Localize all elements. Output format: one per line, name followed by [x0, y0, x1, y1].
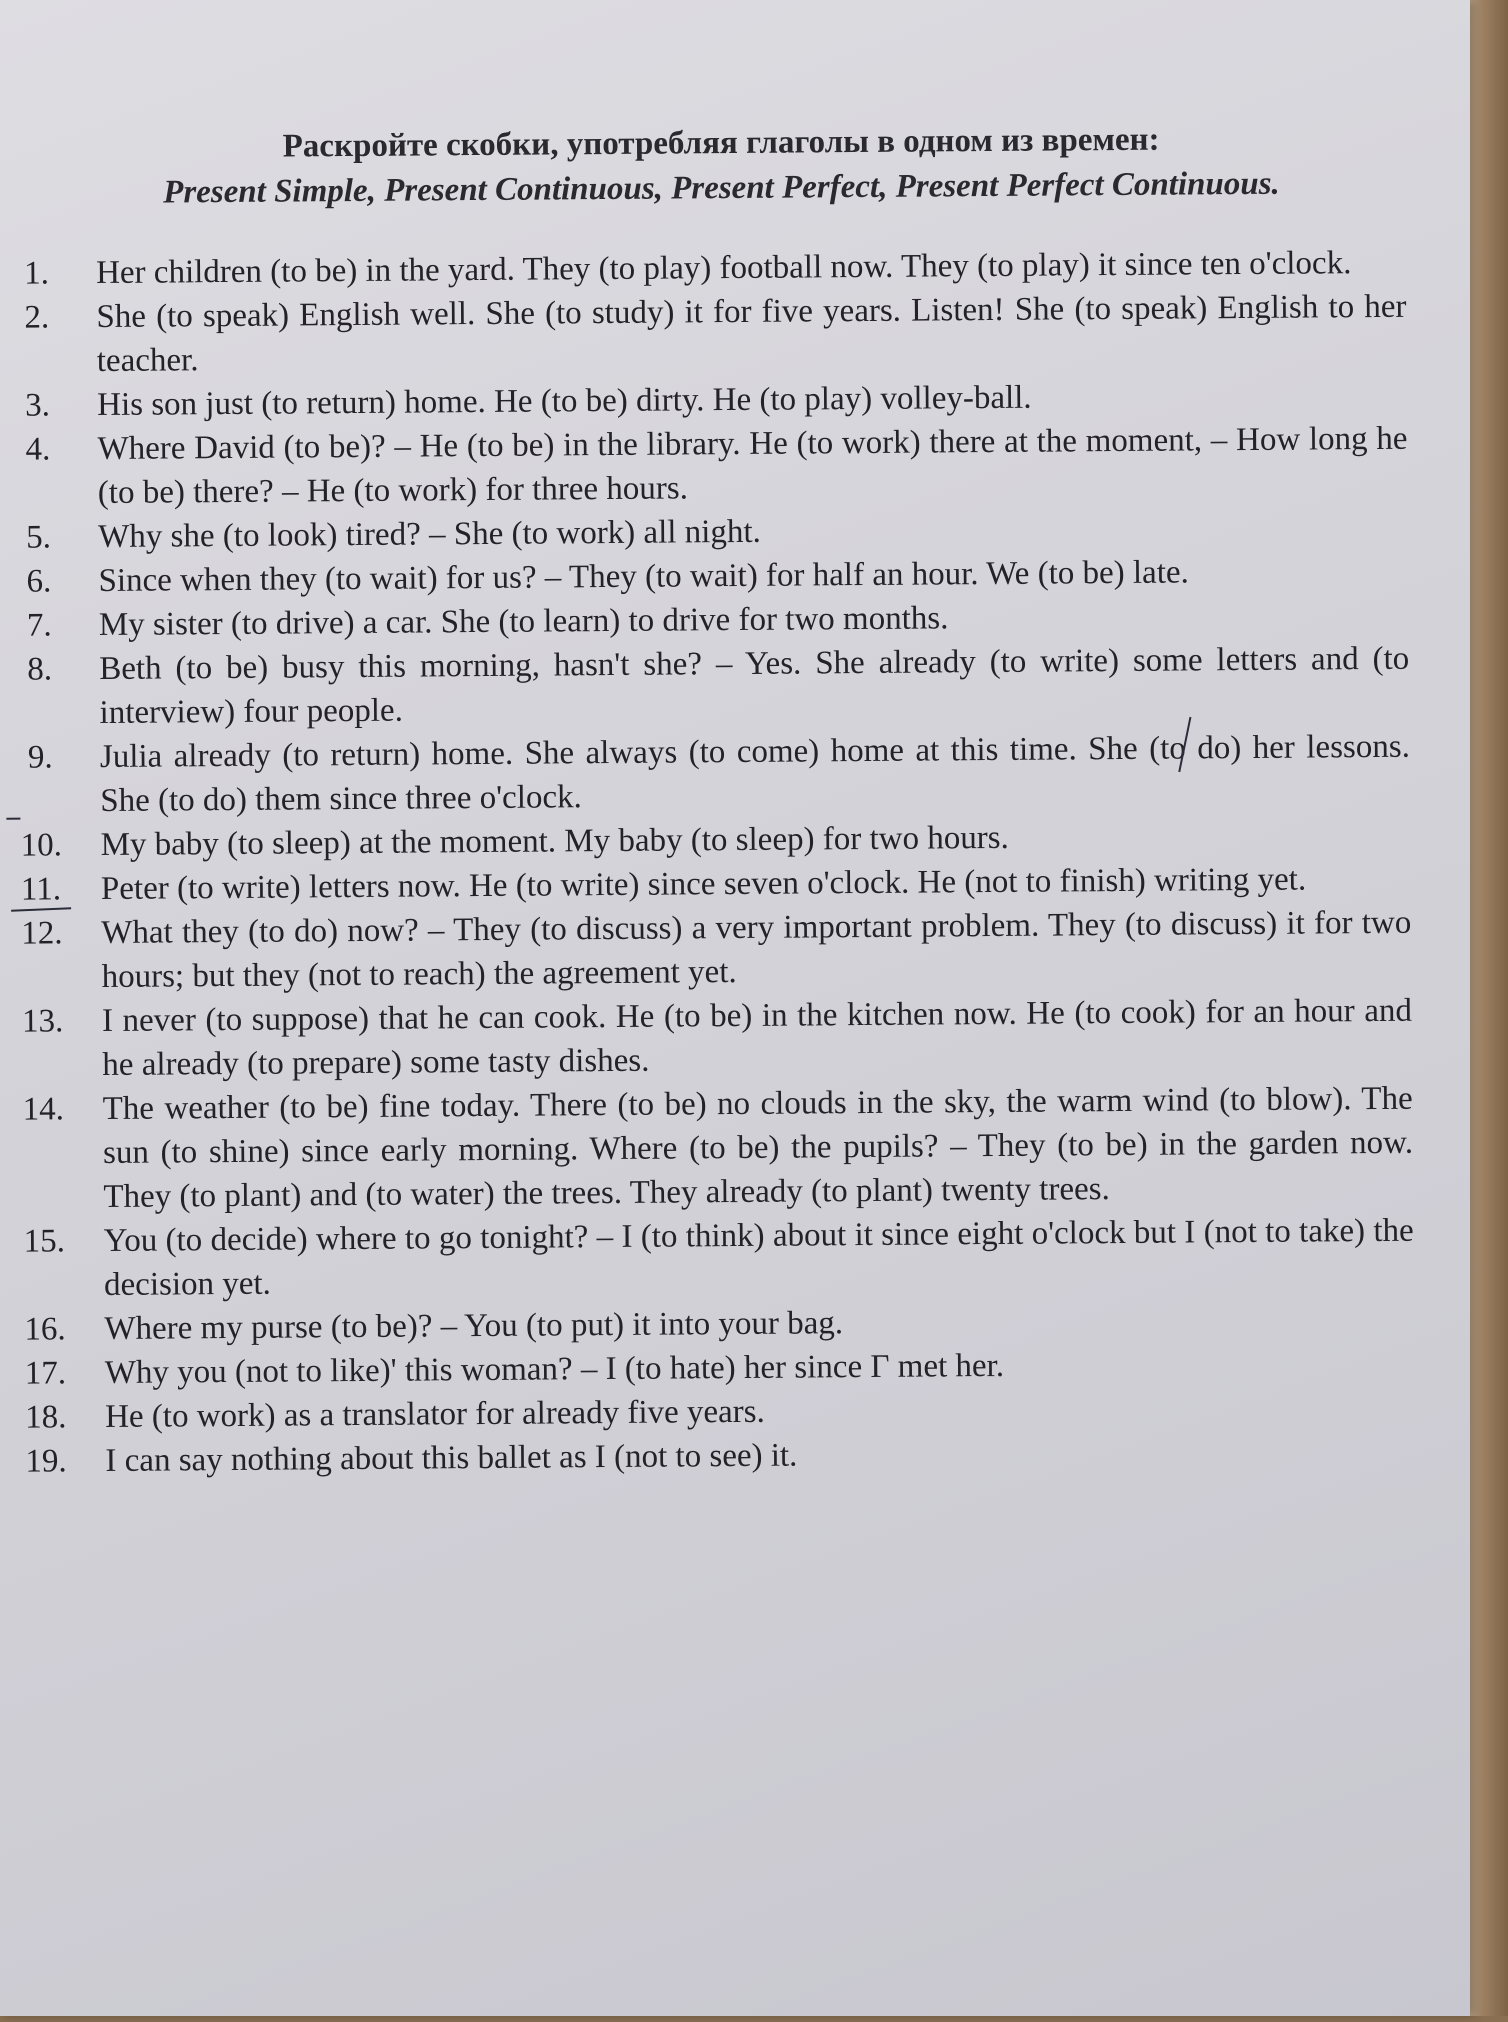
exercise-number: 16. — [24, 1311, 66, 1348]
exercise-number: 18. — [24, 1399, 67, 1436]
exercise-item — [16, 285, 1407, 384]
exercise-number: 11. — [20, 871, 62, 908]
exercise-number: 15. — [23, 1223, 66, 1260]
exercise-number: 13. — [21, 1003, 64, 1040]
exercise-number: 12. — [21, 915, 63, 952]
exercise-number: 8. — [27, 651, 53, 688]
exercise-text: I can say nothing about this ballet as I (not to see) it. — [105, 1437, 798, 1479]
exercise-list — [16, 241, 1416, 1484]
exercise-item — [19, 637, 1410, 736]
exercise-number: 17. — [24, 1355, 67, 1392]
exercise-text: My baby (to sleep) at the moment. My baby (to sleep) for two hours. — [100, 819, 1009, 864]
exercise-text: Where my purse (to be)? – You (to put) it into your bag. — [104, 1305, 844, 1347]
exercise-number: 1. — [23, 255, 50, 292]
exercise-number: 5. — [26, 519, 52, 556]
exercise-text: The weather (to be) fine today. There (to be) no clouds in the sky, the warm wind (to blow). The sun (to shine) since early morning. Where (to be) the pupils? – They (to be) in the garden now. They (to plant) and (to water) the trees. They already (to plant) twenty trees. — [102, 1080, 1414, 1215]
exercise-text: You (to decide) where to go tonight? – I (to think) about it since eight o'clock but I (not to take) the decision yet. — [103, 1212, 1414, 1303]
exercise-text: He (to work) as a translator for already five years. — [104, 1393, 765, 1435]
exercise-number: 2. — [24, 299, 50, 336]
exercise-item — [24, 1209, 1415, 1308]
exercise-text: His son just (to return) home. He (to be) dirty. He (to play) volley-ball. — [97, 379, 1032, 424]
exercise-item — [20, 725, 1411, 824]
exercise-number: 7. — [26, 607, 52, 644]
exercise-text: She (to speak) English well. She (to study) it for five years. Listen! She (to speak) English to her teacher. — [96, 288, 1407, 380]
exercise-text: Beth (to be) busy this morning, hasn't she? – Yes. She already (to write) some letters and (to interview) four people. — [99, 640, 1410, 732]
exercise-number: 4. — [25, 431, 51, 468]
pen-tick-mark — [6, 818, 20, 820]
exercise-text: I never (to suppose) that he can cook. He (to be) in the kitchen now. He (to cook) for an hour and he already (to prepare) some tasty dishes. — [101, 992, 1413, 1084]
exercise-text: Where David (to be)? – He (to be) in the library. He (to work) there at the moment, – How long he (to be) there? – He (to work) for three hours. — [97, 420, 1408, 512]
exercise-number: 3. — [25, 387, 51, 424]
exercise-item — [21, 901, 1412, 1000]
exercise-number: 10. — [20, 827, 63, 864]
exercise-number: 9. — [27, 739, 53, 776]
tenses-list: Present Simple, Present Continuous, Present Perfect, Present Perfect Continuous. — [163, 165, 1280, 211]
exercise-text: Why you (not to like)' this woman? – I (to hate) her since Г met her. — [104, 1347, 1005, 1391]
exercise-text: What they (to do) now? – They (to discuss) a very important problem. They (to discuss) it for two hours; but they (not to reach) the agreement yet. — [101, 904, 1412, 996]
exercise-text: Julia already (to return) home. She always (to come) home at this time. She (to do) her lessons. She (to do) them since three o'clock. — [99, 728, 1411, 820]
exercise-text: Why she (to look) tired? – She (to work) all night. — [98, 513, 761, 556]
exercise-item — [17, 417, 1408, 516]
instruction-title: Раскройте скобки, употребляя глаголы в одном из времен: — [282, 121, 1160, 165]
exercise-text: My sister (to drive) a car. She (to learn) to drive for two months. — [98, 600, 949, 644]
exercise-number: 19. — [25, 1443, 67, 1480]
exercise-number: 6. — [26, 563, 52, 600]
exercise-number: 14. — [22, 1091, 65, 1128]
exercise-text: Since when they (to wait) for us? – They (to wait) for half an hour. We (to be) late. — [98, 554, 1189, 600]
exercise-item — [22, 989, 1413, 1088]
exercise-item — [23, 1077, 1414, 1220]
exercise-text: Peter (to write) letters now. He (to write) since seven o'clock. He (not to finish) writing yet. — [100, 861, 1307, 908]
exercise-text: Her children (to be) in the yard. They (to play) football now. They (to play) it since ten o'clock. — [95, 245, 1352, 292]
